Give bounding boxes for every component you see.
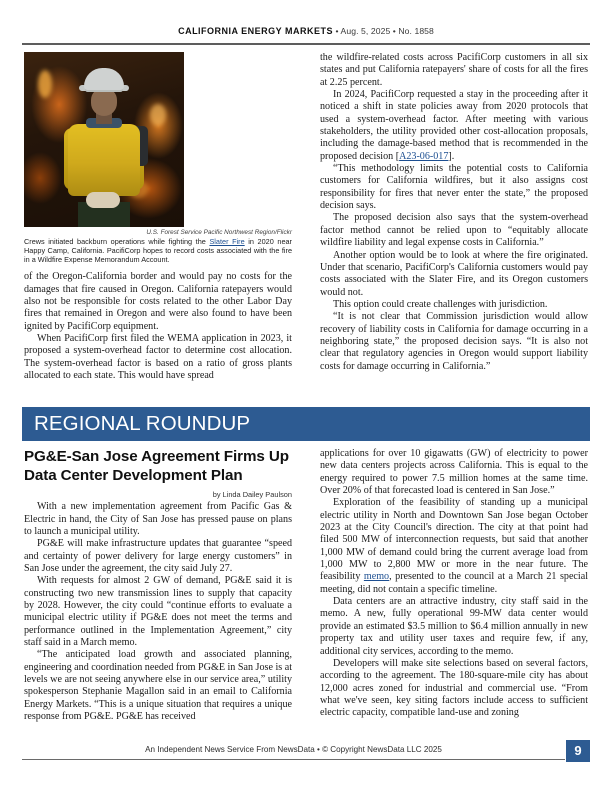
top-story-paragraph: “It is not clear that Commission jurisdiction would allow recovery of liability costs in California for damage occurring in a neighboring state,” the proposed decision says. “It is also not clear that regulatory agencies in Oregon would support liability costs for damage occurring in California.” [320, 311, 588, 372]
roundup-paragraph: Data centers are an attractive industry, city staff said in the memo. A new, fully operational 99-MW data center would provide an estimated $3.5 million to $6.4 million annually in new property tax and utility user taxes and require few, if any, additional city services, according to the memo. [320, 596, 588, 657]
photo-block [24, 52, 292, 264]
ember-glow-icon [38, 70, 52, 98]
section-banner [22, 407, 590, 441]
firefighter-face [91, 88, 117, 116]
roundup-left-column [24, 448, 292, 723]
docket-link[interactable]: A23-06-017 [399, 150, 449, 162]
slater-fire-link[interactable]: Slater Fire [209, 237, 245, 246]
roundup-paragraph: With a new implementation agreement from Pacific Gas & Electric in hand, the City of San Jose has pressed pause on plans to launch a municipal utility. [24, 501, 292, 537]
paragraph-text-after-link: , presented to the council at a March 21 special meeting, did not contain a specific timeline. [320, 571, 588, 595]
top-story-paragraph: When PacifiCorp first filed the WEMA application in 2023, it proposed a system-overhead factor to determine cost allocation. The system-overhead factor is based on a ratio of gross plants allocated to each state. This would have spread [24, 333, 292, 382]
top-story-paragraph: Another option would be to look at where the fire originated. Under that scenario, PacifiCorp's California customers would pay costs associated with the Slater Fire, and its Oregon customers would not. [320, 249, 588, 298]
footer-rule [22, 759, 565, 760]
top-story-left-column [24, 52, 292, 382]
docket-close-bracket: ]. [448, 150, 455, 162]
roundup-paragraph-with-memo-link [320, 497, 588, 596]
roundup-paragraph: applications for over 10 gigawatts (GW) of electricity to power new data centers projects across California. This is equal to the energy required to power 7.5 million homes at the same time. Over 20% of that forecasted load is centered in San Jose.” [320, 448, 588, 497]
paragraph-text: In 2024, PacifiCorp requested a stay in the proceeding after it noticed a shift in state policies away from 2020 protocols that used a system-overhead factor. After meeting with various stakeholders, the utility provided other cost-allocation proposals, including the damage-based method that is recommended in the proposed decision [ [320, 89, 588, 162]
issue-meta: • Aug. 5, 2025 • No. 1858 [332, 26, 434, 36]
top-story-right-column [320, 52, 588, 373]
caption-text-after-link: in 2020 near Happy Camp, California. PacifiCorp hopes to record costs associated with the fire in a Wildfire Expense Memorandum Account. [24, 237, 292, 265]
article-byline: by Linda Dailey Paulson [212, 490, 292, 500]
footer-notice: An Independent News Service From NewsData • © Copyright NewsData LLC 2025 [145, 745, 442, 754]
top-story-paragraph: “This methodology limits the potential costs to California customers for California wildfires, but it also assigns cost responsibility for fires that never enter the state,” the proposed decision says. [320, 163, 588, 212]
photo-caption [24, 237, 292, 264]
top-story-paragraph: This option could create challenges with jurisdiction. [333, 298, 548, 310]
section-banner-label: REGIONAL ROUNDUP [34, 412, 251, 435]
top-story-paragraph-with-docket [320, 89, 588, 163]
article-headline: PG&E-San Jose Agreement Firms Up Data Center Development Plan [24, 448, 289, 484]
ember-glow-icon [150, 104, 166, 126]
top-story-columns [24, 52, 588, 382]
roundup-paragraph: Developers will make site selections based on several factors, according to the agreement. The 180-square-mile city has about 12,000 acres zoned for industrial and commercial use. “From what we've seen, key siting factors include access to sufficient electric capacity, compatible land-use and zoning [320, 657, 588, 719]
publication-title: CALIFORNIA ENERGY MARKETS [178, 26, 333, 36]
masthead-line [0, 26, 612, 36]
wildfire-photo [24, 52, 184, 227]
photo-credit: U.S. Forest Service Pacific Northwest Region/Flickr [146, 229, 292, 236]
firefighter-gloves [86, 192, 120, 208]
top-story-paragraph: the wildfire-related costs across PacifiCorp customers in all six states and put California ratepayers' share of costs for all the fires at 2.25 percent. [320, 52, 588, 88]
roundup-paragraph: “The anticipated load growth and associated planning, engineering and coordination needed from PG&E in San Jose is at levels we are not seeing anywhere else in our service area,” utility spokesperson Stephanie Magallon said in an email to California Energy Markets. “This is a unique situation that requires a unique response from PG&E. PG&E has received [24, 649, 292, 723]
header-rule [22, 43, 590, 45]
caption-text-before-link: Crews initiated backburn operations while fighting the [24, 237, 210, 246]
memo-link[interactable]: memo [363, 571, 390, 583]
top-story-paragraph: The proposed decision also says that the system-overhead factor method cannot be relied upon to “equitably allocate wildfire liability and legal expense costs in California.” [320, 212, 588, 249]
firefighter-jacket [68, 124, 140, 196]
roundup-paragraph: PG&E will make infrastructure updates that guarantee “speed and certainty of power delivery for large energy customers” in San Jose under the agreement, the city said July 27. [24, 538, 292, 574]
roundup-columns [24, 448, 588, 723]
top-story-paragraph: of the Oregon-California border and would pay no costs for the damages that fire caused in Oregon. California ratepayers would also not be responsible for costs related to the other Labor Day fires that remained in Oregon and were also found to have been ignited by PacifiCorp equipment. [24, 271, 292, 332]
masthead [0, 26, 612, 36]
paragraph-text: Exploration of the feasibility of standing up a municipal electric utility in North and Downtown San Jose began October 2023 at the City Council's direction. The city at that point had filed 500 MW of interconnection requests, but said that another 1,000 MW of demand could bring the current average load from 1,000 MW to 2,800 MW or more in the near future. The feasibility [320, 497, 588, 583]
roundup-right-column [320, 448, 588, 720]
roundup-paragraph: With requests for almost 2 GW of demand, PG&E said it is constructing two new transmission lines to supply that capacity by 2028. However, the city could “continue efforts to evaluate a municipal electric utility if PG&E does not meet the terms and performance outlined in the Implementation Agreement,” city staff said in a March memo. [24, 575, 292, 648]
page-number-badge: 9 [566, 740, 590, 762]
